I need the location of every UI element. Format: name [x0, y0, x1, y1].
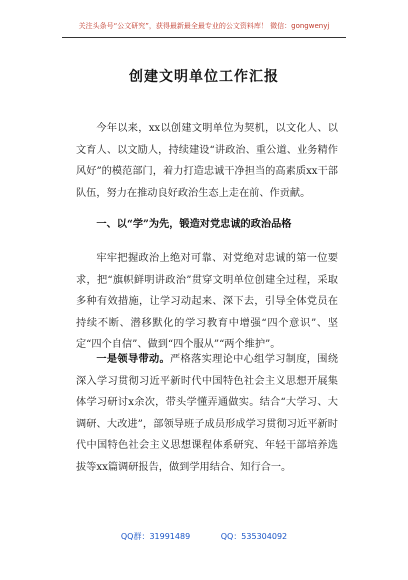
footer [0, 531, 408, 542]
item-text: 严格落实理论中心组学习制度，围绕深入学习贯彻习近平新时代中国特色社会主义思想开展集体学习研讨x余次，带头学懂弄通做实。结合“大学习、大调研、大改进”，部领导班子成员形成学习贯彻习近平新时代中国特色社会主义思想课程体系研究、年轻干部培养选拔等xx篇调研报告，做到学用结合、知行合一。 [76, 354, 339, 473]
header-divider [62, 37, 346, 38]
item-lead: 一是领导带动。 [96, 353, 171, 365]
intro-paragraph: 今年以来，xx以创建文明单位为契机，以文化人、以文育人、以文励人，持续建设“讲政治、重公道、业务精作风好”的模范部门，着力打造忠诚干净担当的高素质xx干部队伍，努力在推动良好政治生态上走在前、作贡献。 [76, 123, 338, 199]
item-paragraph [76, 349, 338, 478]
section-heading: 一、以“学”为先，锻造对党忠诚的政治品格 [96, 218, 292, 230]
footer-qq-group: QQ群：31991489 [120, 532, 191, 541]
document-title: 创建文明单位工作汇报 [129, 69, 279, 85]
header-note: 关注头条号“公文研究”，获得最新最全最专业的公文资料库！ 微信：gongwenyj [78, 22, 330, 30]
section-paragraph: 牢牢把握政治上绝对可靠、对党绝对忠诚的第一位要求，把“旗帜鲜明讲政治”贯穿文明单位创建全过程，采取多种有效措施，让学习动起来、深下去，引导全体党员在持续不断、潜移默化的学习教育中增强“四个意识”、坚定“四个自信”、做到“四个服从”“两个维护”。 [76, 253, 338, 350]
footer-qq: QQ：535304092 [220, 532, 288, 541]
